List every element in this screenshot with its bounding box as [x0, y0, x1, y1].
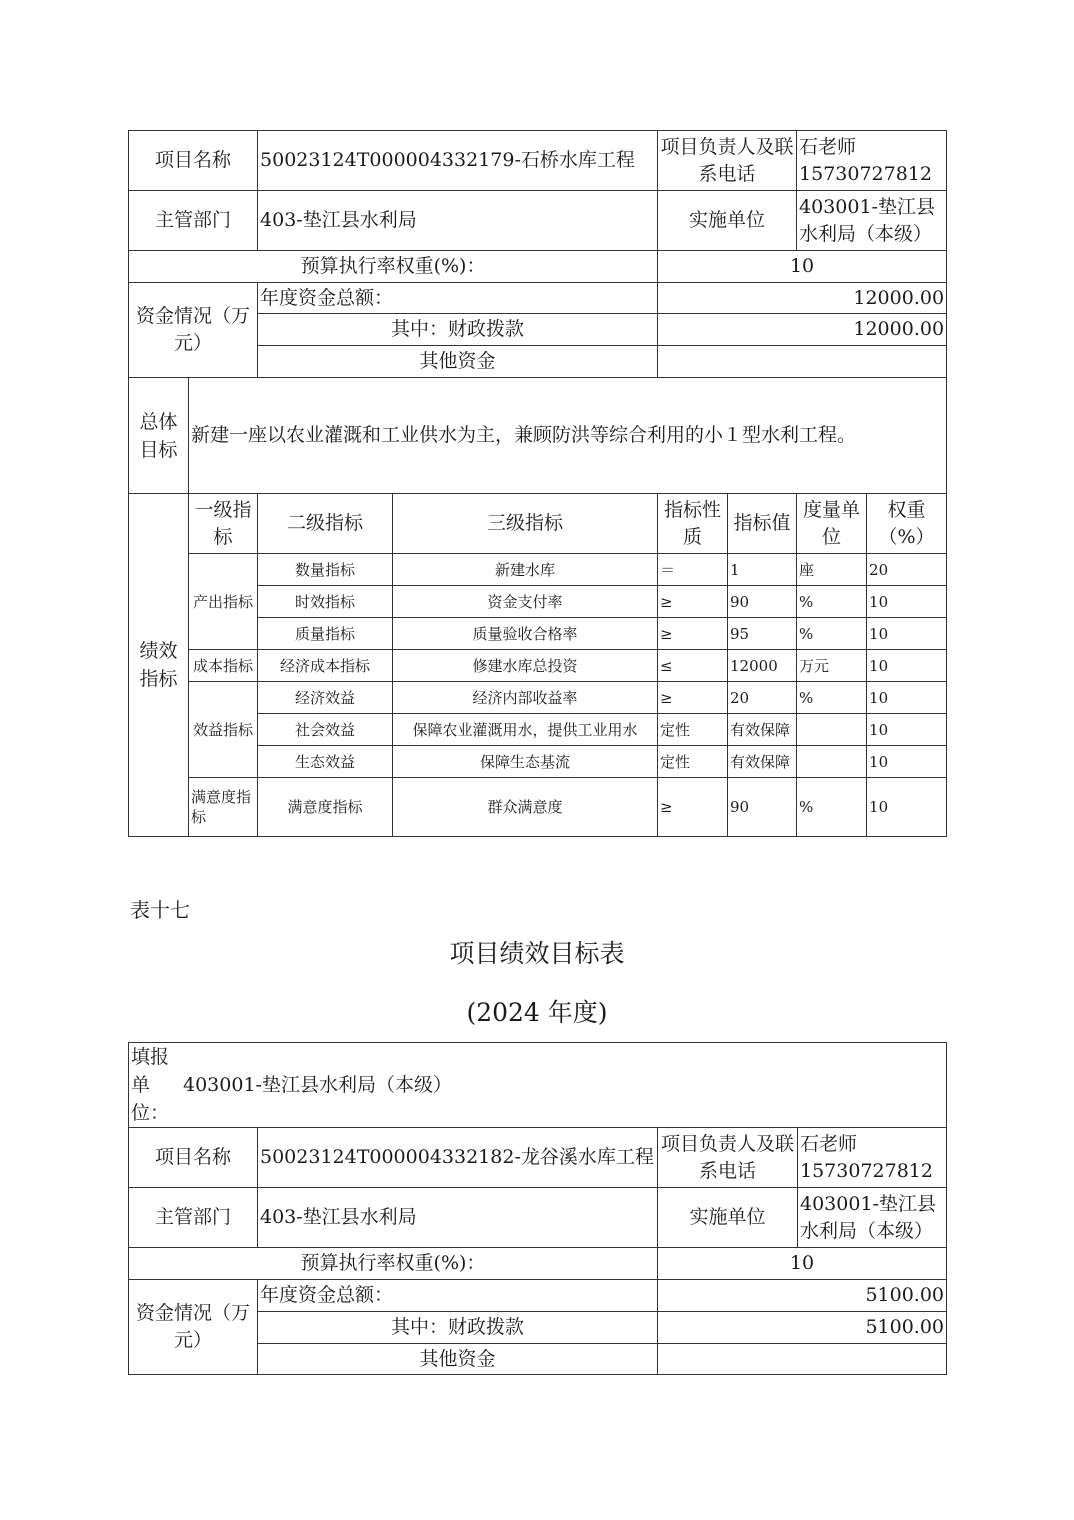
fund-label: 资金情况（万元）	[129, 1280, 258, 1375]
impl-value: 403001-垫江县水利局（本级）	[798, 1188, 947, 1248]
row-unit	[797, 714, 867, 746]
row-unit	[797, 746, 867, 778]
row-nature: ≥	[658, 778, 728, 837]
budget-weight-label: 预算执行率权重(%)：	[129, 1248, 658, 1280]
group-cost: 成本指标	[189, 650, 258, 682]
dept-label: 主管部门	[129, 1188, 258, 1248]
row-nature: ＝	[658, 554, 728, 586]
fund-fiscal-value: 5100.00	[658, 1312, 947, 1344]
row-weight: 10	[867, 778, 947, 837]
fund-fiscal-value: 12000.00	[658, 314, 947, 346]
row-l2: 社会效益	[258, 714, 393, 746]
project-name-value: 50023124T000004332179-石桥水库工程	[258, 131, 658, 191]
row-l3: 经济内部收益率	[393, 682, 658, 714]
row-weight: 10	[867, 714, 947, 746]
header-level3: 三级指标	[393, 494, 658, 554]
fund-other-label: 其他资金	[258, 1344, 658, 1375]
leader-value	[798, 1128, 947, 1188]
row-l3: 资金支付率	[393, 586, 658, 618]
row-unit: 万元	[797, 650, 867, 682]
row-l2: 经济效益	[258, 682, 393, 714]
fill-unit-value: 403001-垫江县水利局（本级）	[183, 1073, 452, 1096]
row-nature: ≤	[658, 650, 728, 682]
fund-total-label: 年度资金总额：	[258, 283, 658, 314]
row-unit: 座	[797, 554, 867, 586]
project-name-value: 50023124T000004332182-龙谷溪水库工程	[258, 1128, 658, 1188]
row-l2: 时效指标	[258, 586, 393, 618]
row-unit: %	[797, 682, 867, 714]
leader-label: 项目负责人及联系电话	[658, 131, 797, 191]
row-weight: 20	[867, 554, 947, 586]
leader-phone: 15730727812	[799, 162, 933, 185]
fund-label: 资金情况（万元）	[129, 283, 258, 378]
header-level1: 一级指标	[189, 494, 258, 554]
row-l3: 保障生态基流	[393, 746, 658, 778]
dept-value: 403-垫江县水利局	[258, 1188, 658, 1248]
dept-value: 403-垫江县水利局	[258, 191, 658, 251]
row-l2: 经济成本指标	[258, 650, 393, 682]
row-unit: %	[797, 778, 867, 837]
page-title: 项目绩效目标表	[449, 939, 625, 968]
dept-label: 主管部门	[129, 191, 258, 251]
row-value: 1	[728, 554, 797, 586]
budget-weight-value: 10	[658, 251, 947, 283]
row-weight: 10	[867, 618, 947, 650]
row-value: 20	[728, 682, 797, 714]
row-l3: 修建水库总投资	[393, 650, 658, 682]
header-nature: 指标性质	[658, 494, 728, 554]
row-weight: 10	[867, 586, 947, 618]
performance-table-1	[128, 130, 947, 837]
impl-value: 403001-垫江县水利局（本级）	[797, 191, 947, 251]
leader-phone: 15730727812	[800, 1159, 933, 1182]
row-value: 95	[728, 618, 797, 650]
leader-value	[797, 131, 947, 191]
row-l2: 满意度指标	[258, 778, 393, 837]
leader-label: 项目负责人及联系电话	[658, 1128, 798, 1188]
row-l2: 数量指标	[258, 554, 393, 586]
fund-fiscal-label: 其中：财政拨款	[258, 1312, 658, 1344]
row-l3: 质量验收合格率	[393, 618, 658, 650]
header-unit: 度量单位	[797, 494, 867, 554]
year-subtitle: (2024 年度)	[466, 998, 608, 1027]
row-l3: 新建水库	[393, 554, 658, 586]
performance-table-2	[128, 1042, 947, 1375]
impl-label: 实施单位	[658, 1188, 798, 1248]
row-l2: 生态效益	[258, 746, 393, 778]
row-value: 90	[728, 778, 797, 837]
group-output: 产出指标	[189, 554, 258, 650]
row-l2: 质量指标	[258, 618, 393, 650]
header-weight: 权重（%）	[867, 494, 947, 554]
row-nature: ≥	[658, 586, 728, 618]
fill-unit	[129, 1043, 947, 1128]
row-value: 有效保障	[728, 714, 797, 746]
row-nature: 定性	[658, 746, 728, 778]
row-value: 90	[728, 586, 797, 618]
fund-fiscal-label: 其中：财政拨款	[258, 314, 658, 346]
group-benefit: 效益指标	[189, 682, 258, 778]
fund-other-label: 其他资金	[258, 346, 658, 378]
row-value: 有效保障	[728, 746, 797, 778]
fund-total-value: 5100.00	[658, 1280, 947, 1312]
fund-total-value: 12000.00	[658, 283, 947, 314]
row-nature: ≥	[658, 618, 728, 650]
leader-name: 石老师	[799, 135, 857, 158]
project-name-label: 项目名称	[129, 1128, 258, 1188]
row-l3: 保障农业灌溉用水，提供工业用水	[393, 714, 658, 746]
row-l3: 群众满意度	[393, 778, 658, 837]
fund-other-value	[658, 1344, 947, 1375]
perf-indicator-label: 绩效指标	[129, 494, 189, 837]
row-nature: ≥	[658, 682, 728, 714]
row-nature: 定性	[658, 714, 728, 746]
table-number: 表十七	[130, 898, 190, 922]
leader-name: 石老师	[800, 1132, 858, 1155]
budget-weight-label: 预算执行率权重(%)：	[129, 251, 658, 283]
row-unit: %	[797, 618, 867, 650]
row-unit: %	[797, 586, 867, 618]
group-satisfaction: 满意度指标	[189, 778, 258, 837]
header-value: 指标值	[728, 494, 797, 554]
fill-unit-label: 填报单位：	[131, 1046, 170, 1124]
fund-total-label: 年度资金总额：	[258, 1280, 658, 1312]
header-level2: 二级指标	[258, 494, 393, 554]
project-name-label: 项目名称	[129, 131, 258, 191]
row-weight: 10	[867, 682, 947, 714]
impl-label: 实施单位	[658, 191, 797, 251]
budget-weight-value: 10	[658, 1248, 947, 1280]
overall-goal-label: 总体目标	[129, 378, 189, 494]
row-weight: 10	[867, 746, 947, 778]
fund-other-value	[658, 346, 947, 378]
row-value: 12000	[728, 650, 797, 682]
row-weight: 10	[867, 650, 947, 682]
overall-goal-text: 新建一座以农业灌溉和工业供水为主，兼顾防洪等综合利用的小１型水利工程。	[189, 378, 947, 494]
